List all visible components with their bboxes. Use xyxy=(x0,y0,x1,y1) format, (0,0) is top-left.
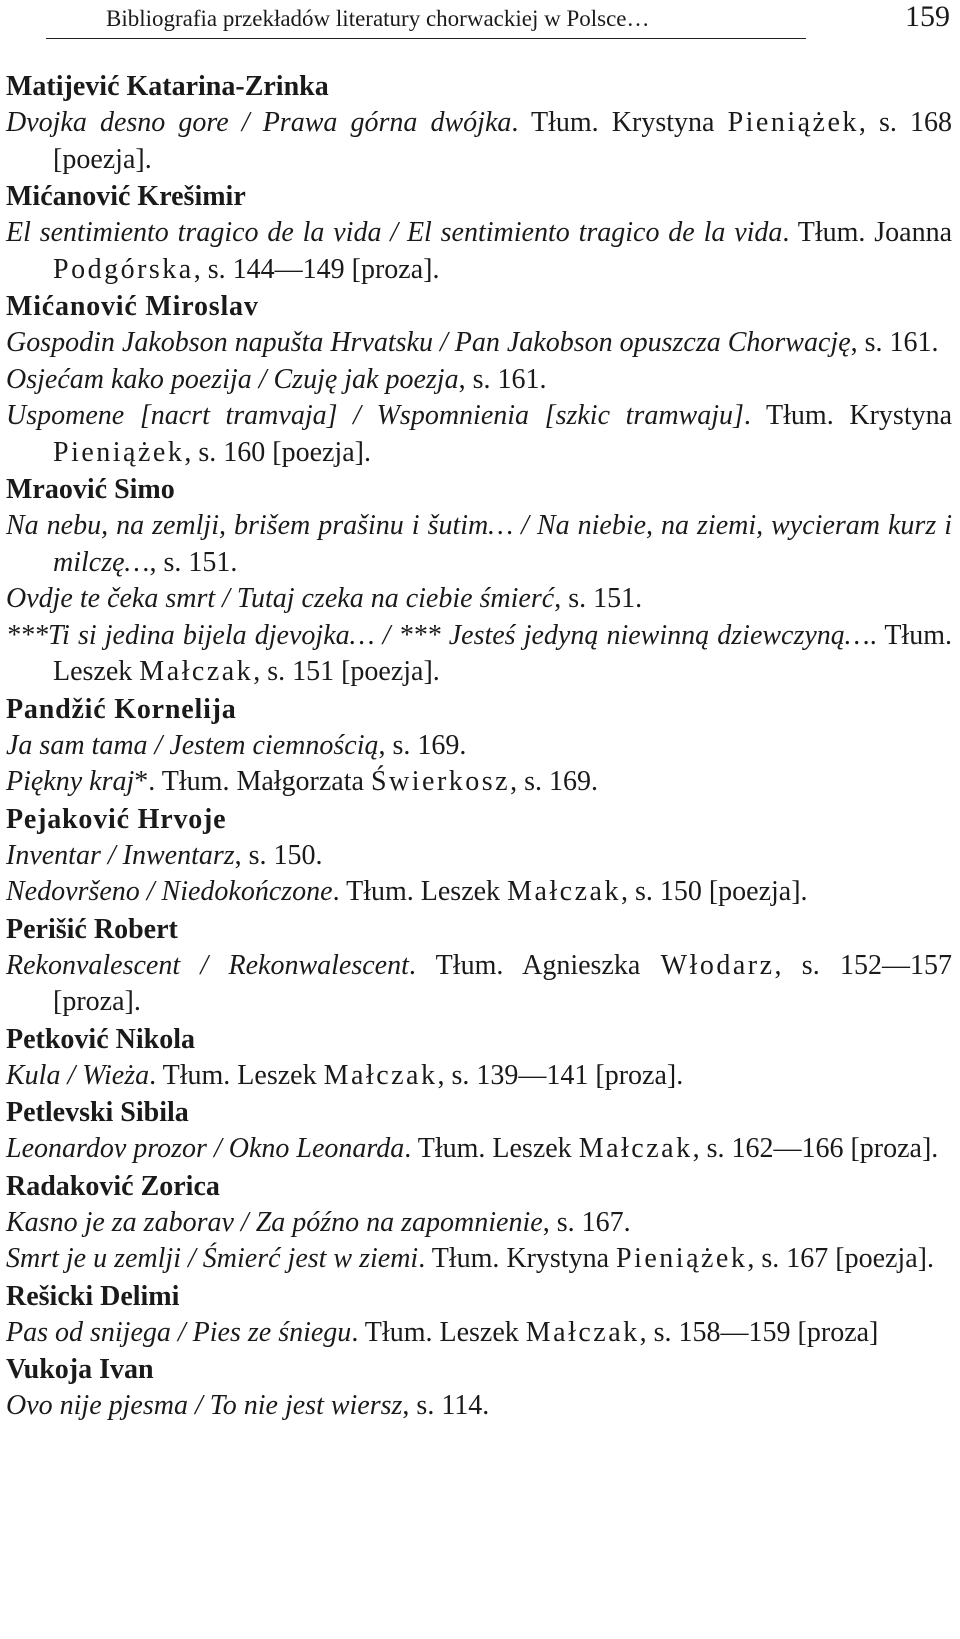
translated-title: Niedokończone xyxy=(161,876,333,907)
translator-first-name: Leszek xyxy=(237,1059,317,1091)
original-title: Dvojka desno gore xyxy=(6,107,229,138)
translator-first-name: Małgorzata xyxy=(236,766,364,797)
page-range: , s. 144—149 [proza]. xyxy=(193,253,440,285)
original-title: Osjećam kako poezija xyxy=(6,363,252,395)
title-separator: / xyxy=(180,949,229,981)
translator-surname: Pieniążek xyxy=(727,107,859,138)
work-entry: Nedovršeno / Niedokończone. Tłum. Leszek Małczak, s. 150 [poezja]. xyxy=(6,876,808,907)
author-name: Rešicki Delimi xyxy=(6,1280,180,1312)
original-title: Ovo nije pjesma xyxy=(6,1390,188,1421)
translator-first-name: Leszek xyxy=(492,1133,572,1164)
work-entry xyxy=(6,508,952,581)
title-separator: / xyxy=(251,363,274,395)
page-number: 159 xyxy=(905,0,950,33)
translated-title: Okno Leonarda xyxy=(228,1133,405,1164)
translated-title: Jestem ciemnością xyxy=(169,729,379,761)
translator-first-name: Joanna xyxy=(874,217,953,248)
title-separator: / xyxy=(147,729,170,761)
work-entry: Kula / Wieża. Tłum. Leszek Małczak, s. 139—141 [proza]. xyxy=(6,1059,684,1091)
author-name: Vukoja Ivan xyxy=(6,1354,154,1385)
work-entry: ***Ti si jedina bijela djevojka… / *** Jesteś jedyną niewinną dziewczyną…. Tłum. Leszek Małczak, s. 151 [poezja]. xyxy=(6,619,952,687)
translator-surname: Pieniążek xyxy=(616,1243,748,1274)
translator-surname: Małczak xyxy=(139,656,254,687)
original-title: Gospodin Jakobson napušta Hrvatsku xyxy=(6,327,433,358)
original-title: Rekonvalescent xyxy=(6,949,181,981)
translator-surname: Małczak xyxy=(525,1316,640,1348)
translator-surname: Pieniążek xyxy=(53,436,185,468)
translator-first-name: Krystyna xyxy=(506,1243,610,1274)
author-name: Mićanović Miroslav xyxy=(6,291,259,322)
translator-surname: Małczak xyxy=(323,1059,438,1091)
work-entry xyxy=(6,362,952,399)
original-title: Pas od snijega xyxy=(6,1316,171,1348)
book-page xyxy=(6,0,953,1421)
work-entry: Uspomene [nacrt tramvaja] / Wspomnienia [szkic tramwaju]. Tłum. Krystyna Pieniążek, s. 160 [poezja]. xyxy=(6,400,953,468)
original-title: Ovdje te čeka smrt xyxy=(6,583,216,614)
page-range: , s. 114. xyxy=(402,1390,490,1421)
header-rule xyxy=(46,38,806,39)
page-range: , s. 161. xyxy=(458,363,547,395)
original-title: Kula xyxy=(6,1059,61,1091)
page-range: , s. 161. xyxy=(850,327,939,358)
original-title: El sentimiento tragico de la vida xyxy=(6,217,382,248)
page-range: , s. 162—166 [proza]. xyxy=(692,1133,939,1164)
author-name: Pejaković Hrvoje xyxy=(6,803,227,835)
title-separator: / xyxy=(60,1059,83,1091)
page-range: , s. 158—159 [proza] xyxy=(639,1316,879,1348)
translated-title: Pan Jakobson opuszcza Chorwację xyxy=(454,327,851,358)
page-range: , s. 168 [poezja]. xyxy=(53,107,953,175)
translated-title: Pies ze śniegu xyxy=(192,1316,352,1348)
translated-title: Czuję jak poezja xyxy=(273,363,459,395)
original-title: Leonardov prozor xyxy=(6,1133,207,1164)
author-name: Pandžić Kornelija xyxy=(6,693,237,725)
page-range: , s. 167. xyxy=(542,1206,631,1238)
title-separator: / xyxy=(215,583,237,614)
translated-title: El sentimiento tragico de la vida xyxy=(406,217,783,248)
bibliography-entries xyxy=(6,68,952,1425)
translator-first-name: Krystyna xyxy=(611,107,715,138)
title-separator: / xyxy=(337,400,377,431)
original-title: Smrt je u zemlji xyxy=(6,1243,181,1274)
translator-surname: Świerkosz xyxy=(370,766,511,797)
footnote-marker: * xyxy=(134,766,149,797)
author-name: Radaković Zorica xyxy=(6,1170,220,1202)
work-entry: Pas od snijega / Pies ze śniegu. Tłum. Leszek Małczak, s. 158—159 [proza] xyxy=(6,1316,879,1348)
work-entry xyxy=(6,728,952,765)
translated-title: Piękny kraj xyxy=(6,766,135,797)
translated-title: To nie jest wiersz xyxy=(209,1390,403,1421)
translated-title: Wieża xyxy=(82,1059,150,1091)
title-separator: / xyxy=(432,327,455,358)
title-separator: / xyxy=(139,876,162,907)
original-title: Ja sam tama xyxy=(6,729,148,761)
original-title: ***Ti si jedina bijela djevojka… xyxy=(6,619,375,651)
translator-first-name: Krystyna xyxy=(849,400,953,431)
translated-title: Za późno na zapomnienie xyxy=(255,1206,543,1238)
author-name: Matijević Katarina-Zrinka xyxy=(6,71,329,102)
translator-first-name: Leszek xyxy=(439,1316,519,1348)
original-title: Nedovršeno xyxy=(6,876,140,907)
work-entry xyxy=(6,581,952,618)
translator-surname: Małczak xyxy=(507,876,621,907)
title-separator: / xyxy=(181,1243,203,1274)
work-entry: Piękny kraj*. Tłum. Małgorzata Świerkosz, s. 169. xyxy=(6,766,598,797)
page-header xyxy=(6,0,952,42)
page-range: , s. 169. xyxy=(510,766,598,797)
page-range: , s. 150. xyxy=(234,839,323,871)
translator-surname: Podgórska xyxy=(53,253,194,285)
translator-first-name: Leszek xyxy=(53,656,133,687)
original-title: Inventar xyxy=(6,839,101,871)
translated-title: Wspomnienia [szkic tramwaju] xyxy=(376,400,744,431)
translated-title: Śmierć jest w ziemi xyxy=(202,1243,419,1274)
page-range: , s. 150 [poezja]. xyxy=(620,876,808,907)
work-entry xyxy=(6,1388,952,1425)
translated-title: Inwentarz xyxy=(122,839,235,871)
translated-title: *** Jesteś jedyną niewinną dziewczyną… xyxy=(398,619,870,651)
title-separator: / xyxy=(206,1133,229,1164)
work-entry xyxy=(6,838,952,875)
original-title: Uspomene [nacrt tramvaja] xyxy=(6,400,338,431)
translated-title: Prawa górna dwójka xyxy=(262,107,512,138)
title-separator: / xyxy=(374,619,399,651)
author-name: Petlevski Sibila xyxy=(6,1097,189,1128)
translated-title: Na niebie, na ziemi, wycieram kurz i milczę… xyxy=(53,510,952,578)
work-entry: El sentimiento tragico de la vida / El sentimiento tragico de la vida. Tłum. Joanna Podgórska, s. 144—149 [proza]. xyxy=(6,217,953,285)
original-title: Na nebu, na zemlji, brišem prašinu i šutim… xyxy=(6,510,514,541)
work-entry: Rekonvalescent / Rekonwalescent. Tłum. Agnieszka Włodarz, s. 152—157 [proza]. xyxy=(6,949,952,1017)
title-separator: / xyxy=(233,1206,256,1238)
translated-title: Rekonwalescent xyxy=(228,949,409,981)
page-range: , s. 151. xyxy=(554,583,643,614)
page-range: , s. 151. xyxy=(149,546,238,578)
translator-first-name: Leszek xyxy=(420,876,501,907)
work-entry: Leonardov prozor / Okno Leonarda. Tłum. Leszek Małczak, s. 162—166 [proza]. xyxy=(6,1133,939,1164)
title-separator: / xyxy=(187,1390,210,1421)
original-title: Kasno je za zaborav xyxy=(6,1206,234,1238)
translator-first-name: Agnieszka xyxy=(522,949,641,981)
translated-title: Tutaj czeka na ciebie śmierć xyxy=(236,583,555,614)
work-entry xyxy=(6,1205,952,1242)
page-range: , s. 169. xyxy=(378,729,467,761)
page-range: , s. 139—141 [proza]. xyxy=(437,1059,684,1091)
title-separator: / xyxy=(513,510,537,541)
title-separator: / xyxy=(170,1316,193,1348)
author-name: Mraović Simo xyxy=(6,474,175,505)
page-range: , s. 167 [poezja]. xyxy=(747,1243,934,1274)
page-range: , s. 160 [poezja]. xyxy=(184,436,371,468)
title-separator: / xyxy=(100,839,123,871)
title-separator: / xyxy=(228,107,263,138)
translator-surname: Małczak xyxy=(578,1133,693,1164)
work-entry: Smrt je u zemlji / Śmierć jest w ziemi. Tłum. Krystyna Pieniążek, s. 167 [poezja]. xyxy=(6,1243,934,1274)
title-separator: / xyxy=(381,217,407,248)
author-name: Perišić Robert xyxy=(6,913,178,945)
work-entry xyxy=(6,325,952,362)
author-name: Petković Nikola xyxy=(6,1023,195,1055)
page-range: , s. 151 [poezja]. xyxy=(253,656,440,687)
page-range: , s. 152—157 [proza]. xyxy=(53,949,952,1017)
running-title: Bibliografia przekładów literatury chorwackiej w Polsce… xyxy=(106,6,650,31)
work-entry: Dvojka desno gore / Prawa górna dwójka. Tłum. Krystyna Pieniążek, s. 168 [poezja]. xyxy=(6,107,953,175)
author-name: Mićanović Krešimir xyxy=(6,181,246,212)
translator-surname: Włodarz xyxy=(660,949,775,981)
